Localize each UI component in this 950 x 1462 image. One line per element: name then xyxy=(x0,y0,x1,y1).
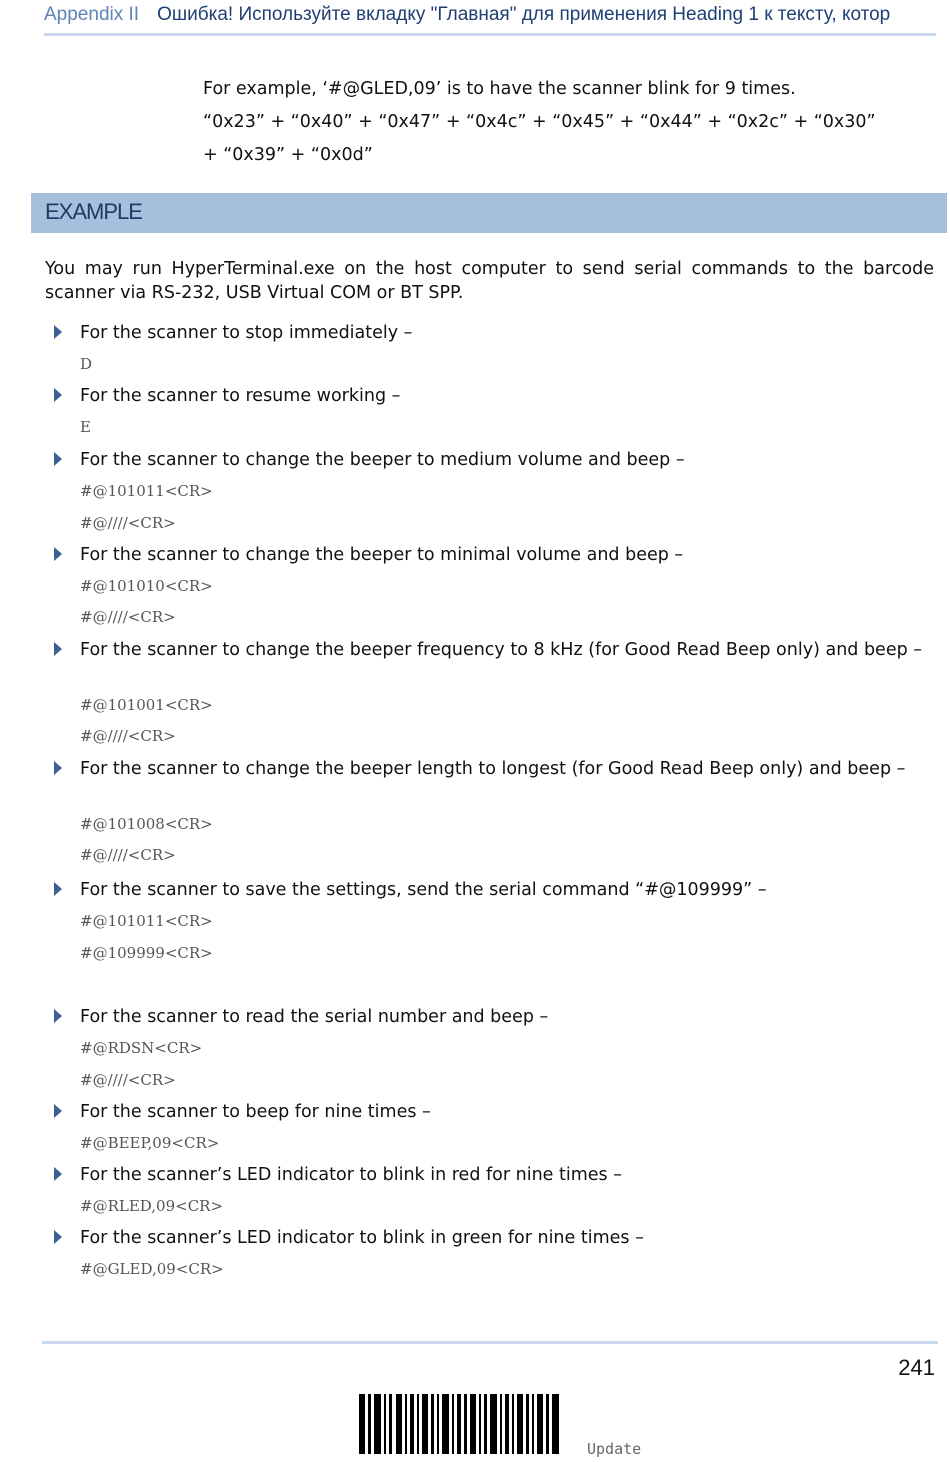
barcode-label: Update xyxy=(587,1440,642,1458)
bullet-arrow-icon xyxy=(54,1009,62,1023)
page-number: 241 xyxy=(898,1355,935,1380)
section-heading-band xyxy=(31,193,947,233)
bullet-arrow-icon xyxy=(54,325,62,339)
list-item-text: For the scanner to beep for nine times – xyxy=(80,1102,431,1122)
list-item-text: For the scanner to change the beeper length to longest (for Good Read Beep only) and beep – xyxy=(80,759,906,779)
command-code: #@RLED,09<CR> xyxy=(80,1197,224,1215)
command-code: #@////<CR> xyxy=(80,608,176,626)
bullet-arrow-icon xyxy=(54,882,62,896)
command-code: #@GLED,09<CR> xyxy=(80,1260,224,1278)
list-item-text: For the scanner’s LED indicator to blink in red for nine times – xyxy=(80,1165,622,1185)
command-code: E xyxy=(80,418,91,436)
command-code: #@////<CR> xyxy=(80,514,176,532)
command-code: #@101001<CR> xyxy=(80,696,213,714)
intro-line-3: + “0x39” + “0x0d” xyxy=(203,145,373,165)
intro-line-2: “0x23” + “0x40” + “0x47” + “0x4c” + “0x45” + “0x44” + “0x2c” + “0x30” xyxy=(203,112,876,132)
running-header xyxy=(44,4,936,28)
list-item-text: For the scanner to change the beeper frequency to 8 kHz (for Good Read Beep only) and beep – xyxy=(80,640,923,660)
command-code: #@101011<CR> xyxy=(80,912,213,930)
bullet-arrow-icon xyxy=(54,547,62,561)
intro-paragraph: You may run HyperTerminal.exe on the host computer to send serial commands to the barcode scanner via RS-232, USB Virtual COM or BT SPP. xyxy=(45,259,934,303)
header-appendix-label: Appendix II xyxy=(44,4,140,25)
command-code: D xyxy=(80,355,93,373)
list-item-text: For the scanner to save the settings, send the serial command “#@109999” – xyxy=(80,880,767,900)
update-barcode-icon xyxy=(359,1394,559,1454)
bullet-arrow-icon xyxy=(54,1167,62,1181)
list-item-text: For the scanner to resume working – xyxy=(80,386,401,406)
header-chapter-title: Ошибка! Используйте вкладку "Главная" для применения Heading 1 к тексту, котор xyxy=(157,4,891,25)
command-code: #@RDSN<CR> xyxy=(80,1039,203,1057)
command-code: #@////<CR> xyxy=(80,846,176,864)
list-item-text: For the scanner to change the beeper to minimal volume and beep – xyxy=(80,545,684,565)
command-code: #@BEEP,09<CR> xyxy=(80,1134,220,1152)
bullet-arrow-icon xyxy=(54,388,62,402)
list-item-text: For the scanner’s LED indicator to blink in green for nine times – xyxy=(80,1228,644,1248)
header-divider xyxy=(44,33,936,36)
command-code: #@101011<CR> xyxy=(80,482,213,500)
footer-divider xyxy=(42,1341,938,1344)
bullet-arrow-icon xyxy=(54,1230,62,1244)
section-heading: EXAMPLE xyxy=(45,199,142,224)
list-item-text: For the scanner to change the beeper to medium volume and beep – xyxy=(80,450,685,470)
command-code: #@////<CR> xyxy=(80,727,176,745)
command-code: #@////<CR> xyxy=(80,1071,176,1089)
intro-line-1: For example, ‘#@GLED,09’ is to have the scanner blink for 9 times. xyxy=(203,79,796,99)
list-item-text: For the scanner to stop immediately – xyxy=(80,323,413,343)
command-code: #@109999<CR> xyxy=(80,944,213,962)
bullet-arrow-icon xyxy=(54,452,62,466)
bullet-arrow-icon xyxy=(54,642,62,656)
list-item-text: For the scanner to read the serial number and beep – xyxy=(80,1007,549,1027)
command-code: #@101010<CR> xyxy=(80,577,213,595)
bullet-arrow-icon xyxy=(54,1104,62,1118)
bullet-arrow-icon xyxy=(54,761,62,775)
command-code: #@101008<CR> xyxy=(80,815,213,833)
